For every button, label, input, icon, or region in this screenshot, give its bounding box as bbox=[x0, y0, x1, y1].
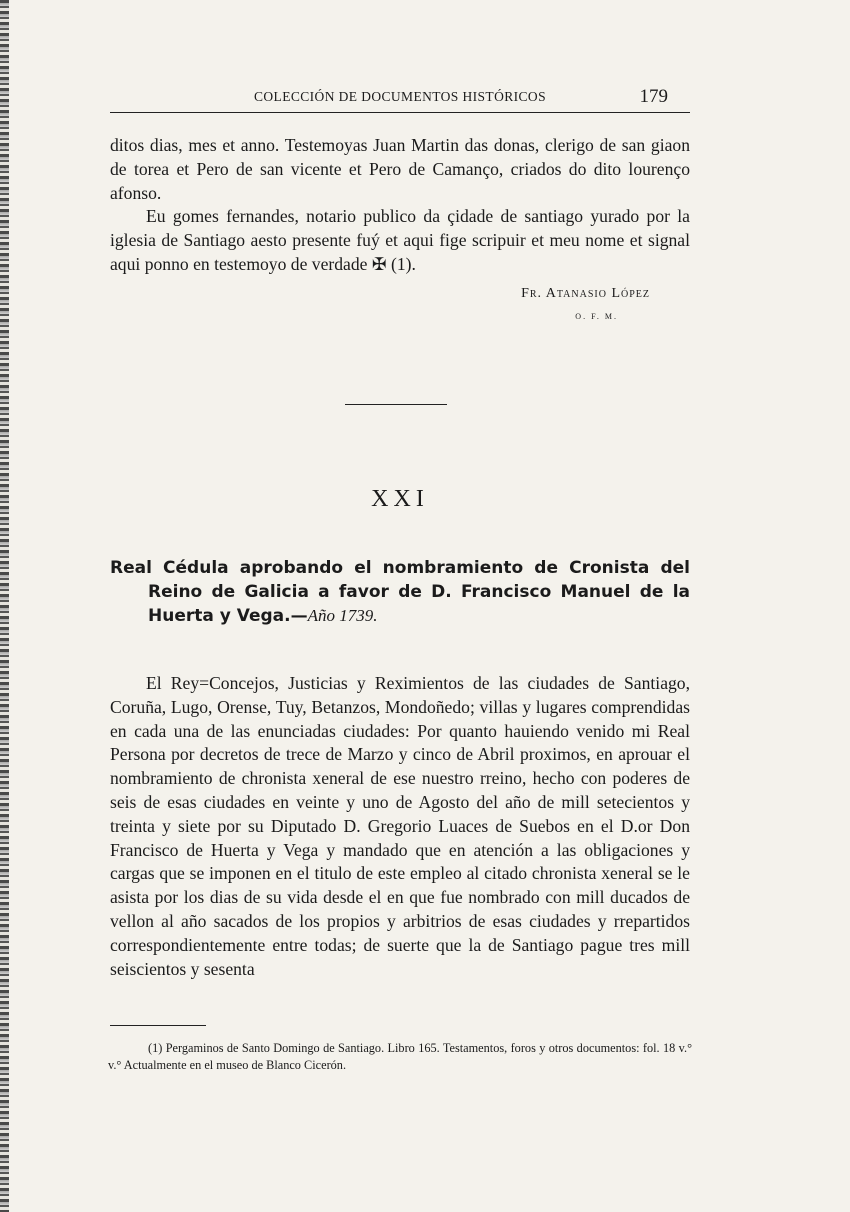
running-head: COLECCIÓN DE DOCUMENTOS HISTÓRICOS bbox=[254, 89, 546, 104]
section-number: XXI bbox=[371, 486, 429, 512]
section-divider bbox=[345, 404, 447, 405]
document-title-text: Real Cédula aprobando el nombramiento de Cronista del Reino de Galicia a favor de D. Francisco Manuel de la Huerta y Vega.— bbox=[110, 558, 690, 626]
author-order: O. F. M. bbox=[575, 312, 618, 321]
page-header bbox=[110, 86, 690, 113]
main-text bbox=[110, 672, 690, 981]
footnote: (1) Pergaminos de Santo Domingo de Santiago. Libro 165. Testamentos, foros y otros documentos: fol. 18 v.° v.° Actualmente en el museo de Blanco Cicerón. bbox=[108, 1041, 692, 1072]
notary-paragraph: Eu gomes fernandes, notario publico da çidade de santiago yurado por la iglesia de Santiago aesto presente fuý et aqui fige scripuir et meu nome et signal aqui ponno en testemoyo de verdade ✠ (1). bbox=[110, 206, 690, 274]
page-binding-edge bbox=[0, 0, 9, 1212]
closing-paragraph: ditos dias, mes et anno. Testemoyas Juan Martin das donas, clerigo de san giaon de torea et Pero de san vicente et Pero de Camanço, criados do dito lourenço afonso. bbox=[110, 135, 690, 203]
footnote-rule bbox=[110, 1025, 206, 1026]
page-number: 179 bbox=[639, 86, 668, 107]
author-signature: Fr. Atanasio López bbox=[521, 286, 650, 301]
previous-document-text bbox=[110, 134, 690, 277]
document-title bbox=[110, 557, 690, 629]
document-year: Año 1739. bbox=[307, 606, 378, 625]
main-paragraph: El Rey=Concejos, Justicias y Reximientos de las ciudades de Santiago, Coruña, Lugo, Orense, Tuy, Betanzos, Mondoñedo; villas y lugares comprendidas en cada una de las enunciadas ciudades: Por quanto hauiendo venido mi Real Persona por decretos de trece de Marzo y cinco de Abril proximos, en aprouar el nombramiento de chronista xeneral de ese nuestro rreino, hecho con poderes de seis de esas ciudades en veinte y uno de Agosto del año de mill setecientos y treinta y siete por su Diputado D. Gregorio Luaces de Suebos en el D.or Don Francisco de Huerta y Vega y mandado que en atención a las obligaciones y cargas que se imponen en el titulo de este empleo al citado chronista xeneral se le asista por los dias de su vida desde el en que fue nombrado con mill ducados de vellon al año sacados de los propios y arbitrios de esas ciudades y rrepartidos correspondientemente entre todas; de suerte que la de Santiago pague tres mill seiscientos y sesenta bbox=[110, 673, 690, 979]
